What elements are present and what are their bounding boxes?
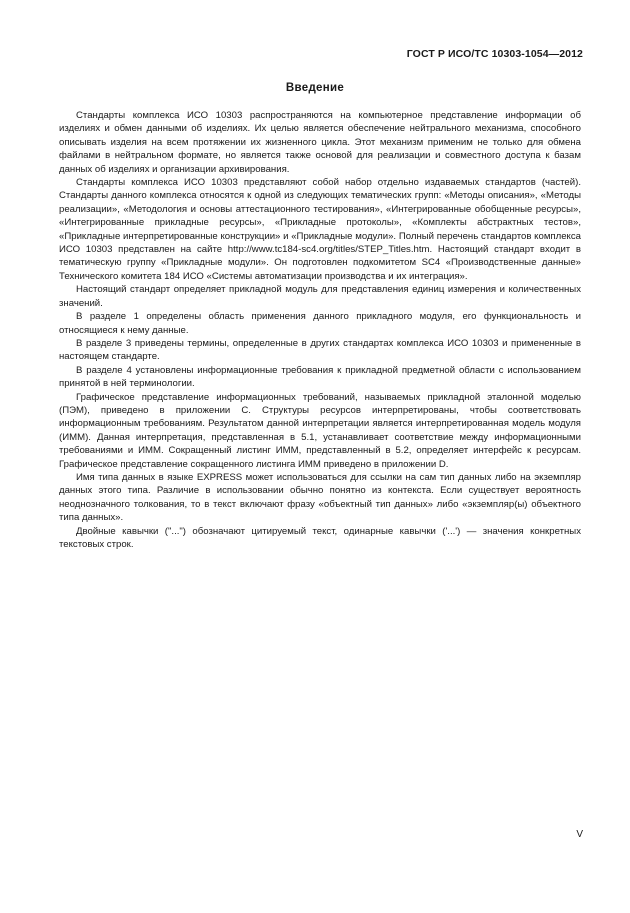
document-body — [59, 109, 581, 551]
paragraph: Двойные кавычки ("...") обозначают цитируемый текст, одинарные кавычки ('...') — значения конкретных текстовых строк. — [59, 525, 581, 550]
document-code: ГОСТ Р ИСО/ТС 10303-1054—2012 — [406, 48, 583, 60]
paragraph: В разделе 1 определены область применения данного прикладного модуля, его функциональность и относящиеся к нему данные. — [59, 311, 581, 336]
page-number: V — [576, 829, 583, 840]
section-title: Введение — [285, 82, 345, 94]
paragraph: Стандарты комплекса ИСО 10303 представляют собой набор отдельно издаваемых стандартов (частей). Стандарты данного комплекса относятся к одной из следующих тематических групп: «Методы описания», «Методы реализации», «Методология и основы аттестационного тестирования», «Интегрированные обобщенные ресурсы», «Интегрированные прикладные ресурсы», «Прикладные протоколы», «Комплекты абстрактных тестов», «Прикладные интерпретированные конструкции» и «Прикладные модули». Полный перечень стандартов комплекса ИСО 10303 представлен на сайте http://www.tc184-sc4.org/titles/STEP_Titles.htm. Настоящий стандарт входит в тематическую группу «Прикладные модули». Он подготовлен подкомитетом SC4 «Производственные данные» Технического комитета 184 ИСО «Системы автоматизации производства и их интеграция». — [59, 177, 581, 282]
paragraph: Имя типа данных в языке EXPRESS может использоваться для ссылки на сам тип данных либо на экземпляр данных этого типа. Различие в использовании обычно понятно из контекста. Если существует вероятность неоднозначного толкования, то в текст включают фразу «объектный тип данных» либо «экземпляр(ы) объектного типа данных». — [59, 471, 581, 524]
paragraph: В разделе 3 приведены термины, определенные в других стандартах комплекса ИСО 10303 и примененные в настоящем стандарте. — [59, 337, 581, 363]
paragraph: В разделе 4 установлены информационные требования к прикладной предметной области с использованием принятой в ней терминологии. — [59, 364, 581, 390]
paragraph: Настоящий стандарт определяет прикладной модуль для представления единиц измерения и количественных значений. — [59, 284, 581, 309]
paragraph: Графическое представление информационных требований, называемых прикладной эталонной моделью (ПЭМ), приведено в приложении С. Структуры ресурсов интерпретированы, чтобы соответствовать информационным требованиям. Результатом данной интерпретации является интерпретированная модель модуля (ИММ). Данная интерпретация, представленная в 5.1, устанавливает соответствие между информационными требованиями и ИММ. Сокращенный листинг ИММ, представленный в 5.2, определяет интерфейс к ресурсам. Графическое представление сокращенного листинга ИММ приведено в приложении D. — [59, 391, 581, 470]
paragraph: Стандарты комплекса ИСО 10303 распространяются на компьютерное представление информации об изделиях и обмен данными об изделиях. Их целью является обеспечение нейтрального механизма, способного описывать изделия на всем протяжении их жизненного цикла. Этот механизм применим не только для обмена файлами в нейтральном формате, но является также основой для реализации и совместного доступа к базам данных об изделиях и организации архивирования. — [59, 110, 581, 175]
